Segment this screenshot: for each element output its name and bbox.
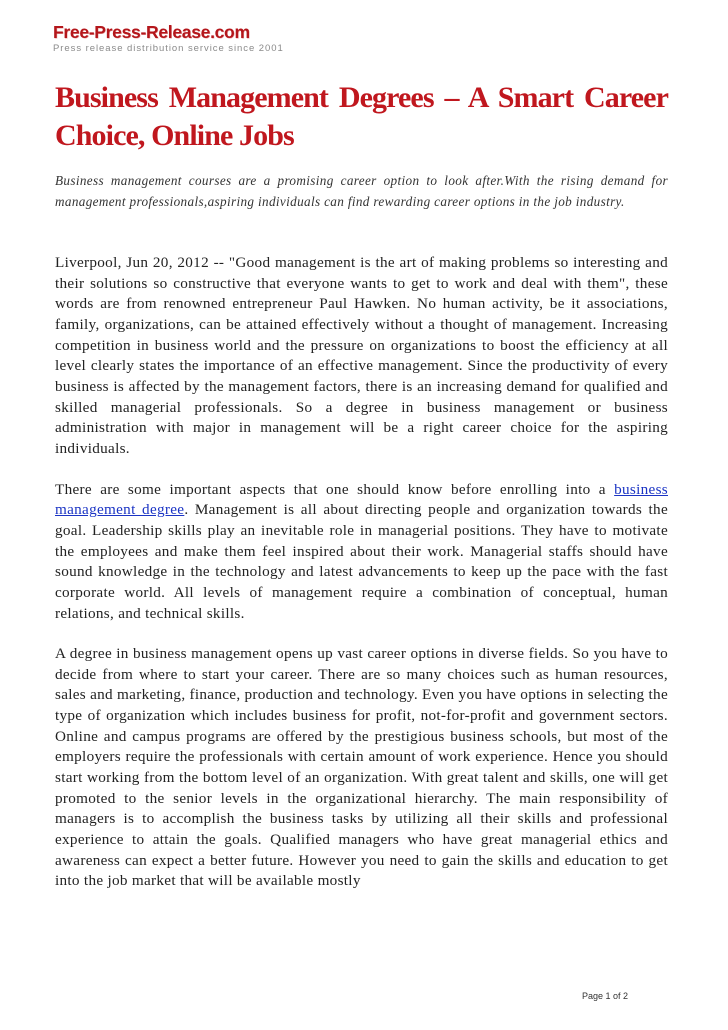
article-body	[55, 253, 668, 912]
paragraph-2-intro: There are some important aspects that one should know before enrolling into a	[55, 480, 615, 498]
site-logo[interactable]	[53, 22, 313, 55]
article-title-line-2: Choice, Online Jobs	[55, 119, 294, 152]
body-paragraph-2	[55, 480, 668, 625]
logo-site-name: Free-Press-Release.com	[53, 22, 250, 42]
article-title-line-1: Business Management Degrees – A Smart Career	[55, 81, 668, 114]
business-management-degree-link[interactable]: business management degree	[55, 480, 668, 519]
article-title	[55, 79, 668, 155]
paragraph-2-rest: . Management is all about directing people and organization towards the goal. Leadership skills play an inevitable role in managerial positions. They have to motivate the employees and make them feel inspired about their work. Managerial staffs should have sound knowledge in the technology and latest advancements to keep up the pace with the fast corporate world. All levels of management require a combination of conceptual, human relations, and technical skills.	[55, 501, 668, 622]
logo-tagline: Press release distribution service since 2001	[53, 43, 284, 54]
article-summary: Business management courses are a promising career option to look after.With the rising demand for management professionals,aspiring individuals can find rewarding career options in the job industry.	[55, 173, 668, 210]
page-number: Page 1 of 2	[582, 991, 629, 1001]
body-paragraph-1: Liverpool, Jun 20, 2012 -- "Good management is the art of making problems so interesting and their solutions so constructive that everyone wants to get to work and deal with them", these words are from renowned entrepreneur Paul Hawken. No human activity, be it associations, family, organizations, can be attained effectively without a thought of management. Increasing competition in business world and the pressure on organizations to boost the efficiency at all level clearly states the importance of an effective management. Since the productivity of every business is affected by the management factors, there is an increasing demand for qualified and skilled managerial professionals. So a degree in business management or business administration with major in management will be a right career choice for the aspiring individuals.	[55, 254, 668, 457]
body-paragraph-3: A degree in business management opens up vast career options in diverse fields. So you have to decide from where to start your career. There are so many choices such as human resources, sales and marketing, finance, production and technology. Even you have options in selecting the type of organization which includes business for profit, not-for-profit and government sectors. Online and campus programs are offered by the prestigious business schools, but most of the employers require the professionals with certain amount of work experience. Hence you should start working from the bottom level of an organization. With great talent and skills, one will get promoted to the senior levels in the organizational hierarchy. The main responsibility of managers is to accomplish the business tasks by utilizing all their skills and professional experience to attain the goals. Qualified managers who have great managerial ethics and awareness can expect a better future. However you need to gain the skills and education to get into the job market that will be available mostly	[55, 645, 668, 890]
